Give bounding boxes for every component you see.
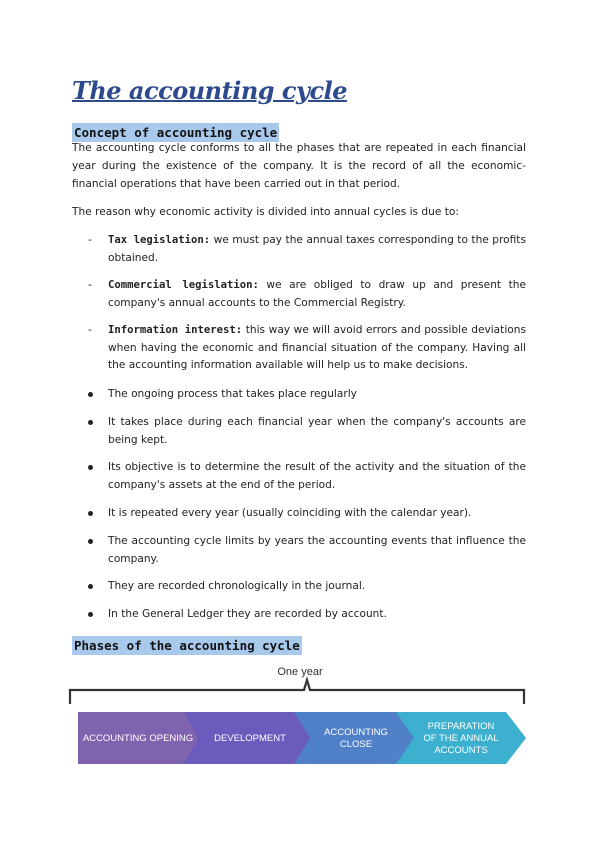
phases-heading: Phases of the accounting cycle: [74, 638, 300, 653]
bullet-icon: [88, 584, 93, 589]
reasons-intro: The reason why economic activity is divided into annual cycles is due to:: [72, 206, 459, 218]
phase-label-development: DEVELOPMENT: [214, 733, 286, 744]
phase-shape-close: [294, 712, 416, 764]
year-brace: [70, 680, 524, 704]
bullet-icon: [88, 612, 93, 617]
phase-label-line: CLOSE: [339, 739, 373, 750]
phases-diagram: [60, 660, 540, 780]
feature-item: They are recorded chronologically in the journal.: [88, 578, 526, 596]
phase-label-line: ACCOUNTS: [434, 745, 488, 756]
phase-label-opening: ACCOUNTING OPENING: [82, 733, 194, 744]
feature-item: The accounting cycle limits by years the accounting events that influence the company.: [88, 533, 526, 568]
concept-heading: Concept of accounting cycle: [74, 125, 278, 140]
bullet-icon: [88, 420, 93, 425]
phase-label-line: PREPARATION: [427, 721, 495, 732]
feature-item: It takes place during each financial year when the company's accounts are being kept.: [88, 414, 526, 449]
reason-term: Information interest:: [108, 324, 243, 336]
dash-marker: -: [88, 324, 92, 336]
feature-item: In the General Ledger they are recorded by account.: [88, 606, 526, 624]
feature-item: Its objective is to determine the result of the activity and the situation of the company's assets at the end of the period.: [88, 459, 526, 494]
feature-item: It is repeated every year (usually coinciding with the calendar year).: [88, 505, 526, 523]
bullet-icon: [88, 511, 93, 516]
dash-marker: -: [88, 279, 92, 291]
reason-item-commercial: [88, 277, 526, 312]
reason-text: this way we will avoid errors and possible deviations when having the economic and financial situation of the company. Having all the accounting information available will help us to make decisions.: [108, 324, 526, 371]
phase-label-line: ACCOUNTING: [324, 727, 388, 738]
reason-item-tax: [88, 232, 526, 267]
bullet-icon: [88, 392, 93, 397]
phase-label-line: OF THE ANNUAL: [423, 733, 499, 744]
reason-item-information: [88, 322, 526, 375]
reason-term: Tax legislation:: [108, 234, 211, 246]
dash-marker: -: [88, 234, 92, 246]
concept-paragraph: The accounting cycle conforms to all the phases that are repeated in each financial year during the existence of the company. It is the record of all the economic-financial operations that have been carried out in that period.: [72, 142, 526, 190]
feature-item: The ongoing process that takes place regularly: [88, 386, 526, 404]
reason-term: Commercial legislation:: [108, 279, 259, 291]
phases-svg: [60, 660, 540, 780]
reason-text: we are obliged to draw up and present the company's annual accounts to the Commercial Registry.: [108, 279, 526, 309]
period-label: One year: [277, 666, 323, 678]
phase-label-preparation: [423, 721, 498, 756]
page-title: The accounting cycle: [72, 76, 347, 105]
bullet-icon: [88, 465, 93, 470]
reason-text: we must pay the annual taxes corresponding to the profits obtained.: [108, 234, 526, 264]
bullet-icon: [88, 539, 93, 544]
